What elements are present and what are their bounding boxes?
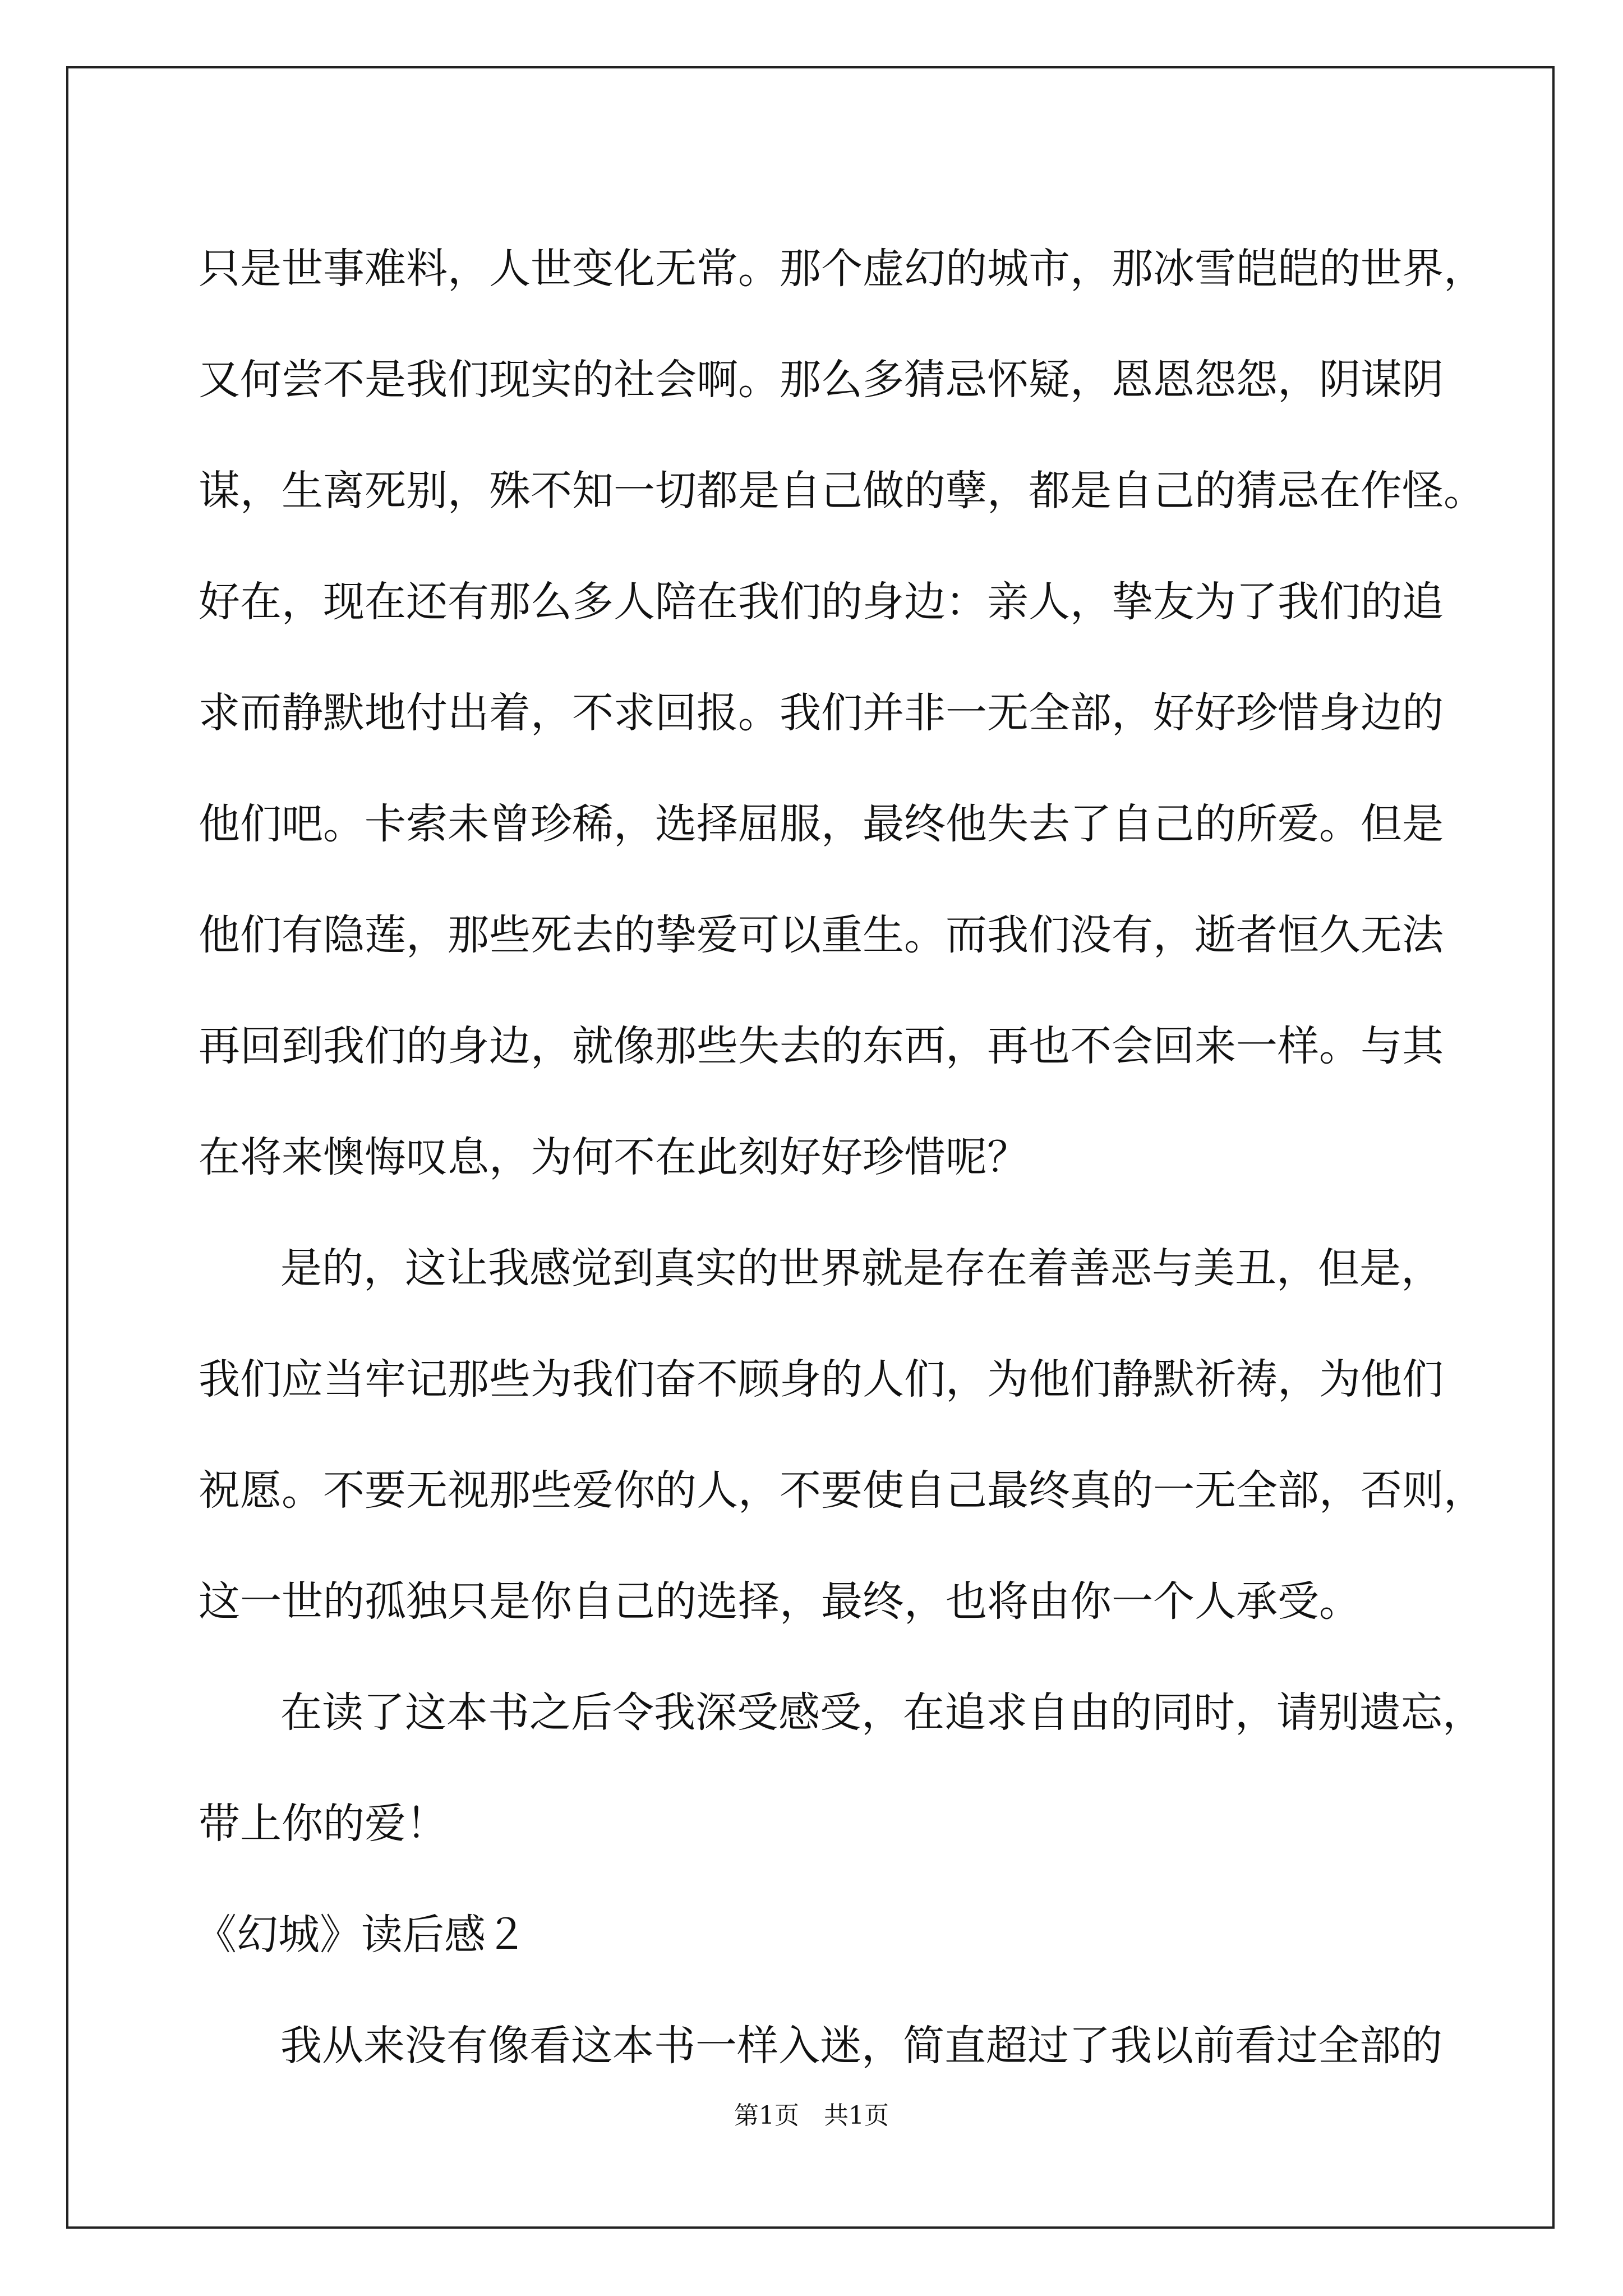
page-number-footer: 第1页 共1页 [734,2101,889,2130]
text-line: 在将来懊悔叹息，为何不在此刻好好珍惜呢？ [199,1133,1029,1181]
section-heading: 《幻城》读后感２ [195,1911,527,1959]
text-line: 谋，生离死别，殊不知一切都是自己做的孽，都是自己的猜忌在作怪。 [199,467,1485,515]
text-line: 他们吧。卡索未曾珍稀，选择屈服，最终他失去了自己的所爱。但是 [199,800,1444,848]
paragraph-start-line: 我从来没有像看这本书一样入迷，简直超过了我以前看过全部的 [280,2022,1442,2070]
paragraph-start-line: 在读了这本书之后令我深受感受，在追求自由的同时，请别遗忘， [280,1688,1484,1737]
text-line: 再回到我们的身边，就像那些失去的东西，再也不会回来一样。与其 [199,1022,1444,1070]
text-line: 我们应当牢记那些为我们奋不顾身的人们，为他们静默祈祷，为他们 [199,1355,1444,1404]
text-line: 求而静默地付出着，不求回报。我们并非一无全部，好好珍惜身边的 [199,689,1444,737]
paragraph-start-line: 是的，这让我感觉到真实的世界就是存在着善恶与美丑，但是， [280,1244,1442,1292]
text-line: 他们有隐莲，那些死去的挚爱可以重生。而我们没有，逝者恒久无法 [199,911,1444,959]
text-line: 这一世的孤独只是你自己的选择，最终，也将由你一个人承受。 [199,1577,1361,1626]
text-line: 带上你的爱！ [199,1800,448,1848]
text-line: 祝愿。不要无视那些爱你的人，不要使自己最终真的一无全部，否则， [199,1466,1485,1515]
text-line: 好在，现在还有那么多人陪在我们的身边：亲人，挚友为了我们的追 [199,578,1444,626]
text-line: 又何尝不是我们现实的社会啊。那么多猜忌怀疑，恩恩怨怨，阴谋阴 [199,356,1444,404]
document-body [195,213,1485,2101]
text-line: 只是世事难料，人世变化无常。那个虚幻的城市，那冰雪皑皑的世界， [199,245,1485,293]
